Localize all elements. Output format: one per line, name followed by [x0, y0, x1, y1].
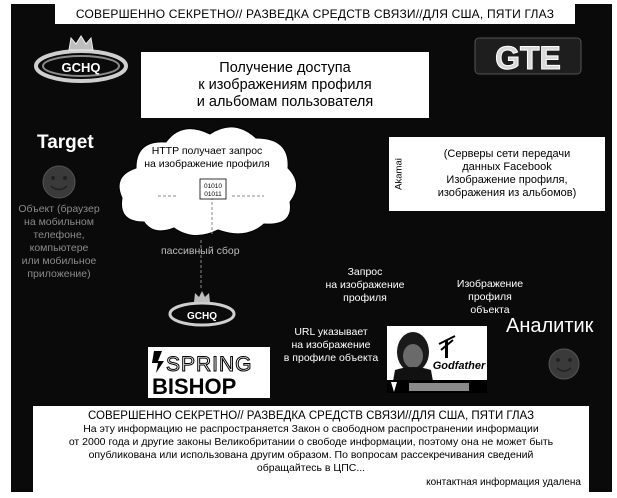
target-smiley-icon [41, 164, 77, 200]
target-desc-line: телефоне, [33, 229, 85, 241]
facebook-line: Изображение профиля, [446, 174, 568, 186]
godfather-art [387, 326, 487, 393]
facebook-line: (Серверы сети передачи [443, 148, 571, 160]
target-desc-line: Объект (браузер [18, 203, 100, 215]
crown-icon [194, 291, 210, 302]
title-line: и альбомам пользователя [196, 93, 374, 110]
image-line: Изображение [456, 278, 524, 290]
binary-line: 01011 [204, 191, 222, 198]
http-cloud [114, 122, 300, 240]
image-text [435, 278, 545, 317]
target-desc-line: или мобильное [21, 255, 97, 267]
classification-box-bottom [33, 406, 589, 492]
facebook-line: данных Facebook [462, 161, 552, 173]
http-line: HTTP получает запрос [151, 145, 263, 157]
image-line: объекта [470, 304, 510, 316]
url-line: URL указывает [294, 326, 368, 338]
request-line: профиля [343, 292, 387, 304]
facebook-servers-box [409, 137, 605, 211]
facebook-line: изображения из альбомов) [437, 187, 577, 199]
gte-logo-text: GTE [495, 40, 561, 76]
request-line: на изображение [325, 279, 405, 291]
dashed-connector [199, 240, 203, 288]
target-desc-line: на мобильном [24, 216, 94, 228]
classification-body-line: обращайтесь в ЦПС... [256, 462, 366, 474]
gchq-small-text: GCHQ [187, 311, 217, 322]
target-description [11, 203, 107, 281]
akamai-label: Akamai [393, 158, 405, 190]
target-desc-line: приложение) [27, 268, 91, 280]
spring-text: SPRING [166, 353, 253, 376]
slide [11, 4, 612, 492]
request-text [314, 266, 416, 305]
godfather-text: Godfather [432, 360, 486, 372]
http-request-text [127, 145, 287, 171]
http-line: на изображение профиля [144, 158, 270, 170]
classification-body-line: На эту информацию не распространяется Закон о свободном распространении информации [83, 423, 539, 435]
godfather-image [387, 326, 487, 393]
spring-bishop-logo [148, 347, 270, 398]
gte-logo [473, 32, 585, 80]
bishop-icon [152, 351, 164, 373]
akamai-box [389, 137, 409, 211]
url-line: в профиле объекта [283, 352, 379, 364]
classification-body-line: от 2000 года и другие законы Великобритании о свободе информации, поэтому она не может быть [68, 436, 554, 448]
gchq-logo-text: GCHQ [61, 60, 101, 75]
request-line: Запрос [347, 266, 383, 278]
gchq-small-logo [167, 288, 237, 328]
target-desc-line: компьютере [29, 242, 89, 254]
classification-title-bottom: СОВЕРШЕННО СЕКРЕТНО// РАЗВЕДКА СРЕДСТВ СВЯЗИ//ДЛЯ США, ПЯТИ ГЛАЗ [87, 410, 535, 422]
contact-info-removed: контактная информация удалена [426, 477, 581, 488]
binary-line: 01010 [203, 183, 223, 190]
analyst-smiley-icon [547, 347, 581, 381]
crown-icon [69, 36, 93, 50]
image-line: профиля [468, 291, 512, 303]
target-label: Target [37, 132, 94, 153]
passive-collection-label: пассивный сбор [161, 245, 240, 257]
classification-banner-top: СОВЕРШЕННО СЕКРЕТНО// РАЗВЕДКА СРЕДСТВ СВЯЗИ//ДЛЯ США, ПЯТИ ГЛАЗ [55, 4, 575, 24]
classification-body-line: опубликована или использована другим образом. По вопросам рассекречивания сведений [88, 449, 534, 461]
title-box [141, 52, 429, 118]
title-line: Получение доступа [219, 59, 351, 76]
url-text [276, 326, 386, 365]
analyst-label: Аналитик [506, 315, 594, 337]
gchq-logo [33, 32, 129, 84]
title-line: к изображениям профиля [198, 76, 372, 93]
bishop-text: BISHOP [152, 374, 237, 398]
spring-bishop-art [148, 347, 270, 398]
url-line: на изображение [291, 339, 371, 351]
